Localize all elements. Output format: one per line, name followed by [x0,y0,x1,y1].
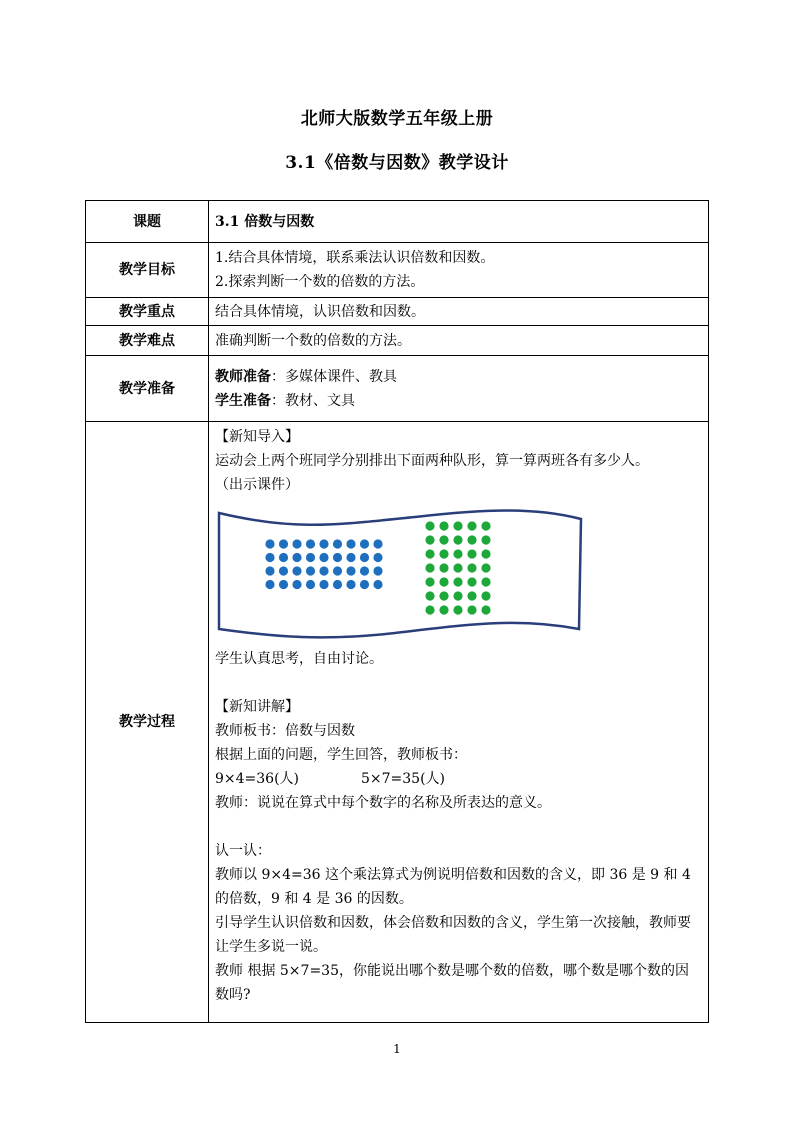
prep-cell [209,356,709,422]
topic-label: 课题 [86,201,209,243]
blue-dot [373,553,382,562]
green-dot [467,535,476,544]
blue-dot [319,566,328,575]
green-dot [439,591,448,600]
focus-value: 结合具体情境，认识倍数和因数。 [209,298,709,326]
topic-value: 3.1 倍数与因数 [209,201,709,243]
learn-paragraph-2: 引导学生认识倍数和因数，体会倍数和因数的含义，学生第一次接触，教师要让学生多说一说。 [215,915,691,955]
green-dot [467,549,476,558]
difficulty-value: 准确判断一个数的倍数的方法。 [209,326,709,356]
process-cell [209,422,709,1023]
green-dot [425,577,434,586]
green-dot [453,591,462,600]
lesson-plan-table [85,200,709,1023]
goals-label: 教学目标 [86,243,209,298]
blue-dot [292,580,301,589]
blue-dot [279,539,288,548]
row-topic [86,201,709,243]
blue-dot [265,566,274,575]
explain-heading: 【新知讲解】 [215,699,299,715]
process-label: 教学过程 [86,422,209,1023]
blue-dot [265,539,274,548]
equation-2: 5×7=35(人) [361,771,446,787]
spacer [215,815,702,839]
formation-illustration [215,503,585,643]
document-title: 北师大版数学五年级上册 [300,109,494,129]
blue-dot [319,553,328,562]
blue-dot [279,553,288,562]
goal-item: 2.探索判断一个数的倍数的方法。 [215,274,425,290]
green-dot [439,535,448,544]
intro-note: （出示课件） [215,477,299,493]
green-dot [453,563,462,572]
blue-dot [373,580,382,589]
blue-dot [373,539,382,548]
blue-dot [333,566,342,575]
blue-dot [333,553,342,562]
green-dot [481,591,490,600]
row-goals [86,243,709,298]
green-dot [481,563,490,572]
green-dot [425,521,434,530]
blue-dot [306,566,315,575]
blue-dot [306,580,315,589]
prep-label: 教学准备 [86,356,209,422]
row-prep [86,356,709,422]
green-dot [453,549,462,558]
green-dot [481,521,490,530]
green-dot [467,521,476,530]
board-line: 根据上面的问题，学生回答，教师板书： [215,747,467,763]
prep-teacher-value: ：多媒体课件、教具 [271,368,397,385]
blue-dot [279,566,288,575]
green-dot [481,577,490,586]
equations [215,767,702,791]
blue-dot [346,580,355,589]
green-dot [439,563,448,572]
blue-dot [346,566,355,575]
green-dot [481,535,490,544]
blue-dot [279,580,288,589]
document-subtitle: 3.1《倍数与因数》教学设计 [285,153,509,173]
green-dot [467,605,476,614]
green-dot [453,605,462,614]
blue-dot [265,553,274,562]
prep-student-value: ：教材、文具 [271,392,355,409]
board-title: 教师板书：倍数与因数 [215,723,355,739]
blue-dot [360,539,369,548]
after-figure-text: 学生认真思考，自由讨论。 [215,651,383,667]
blue-dot [346,553,355,562]
green-dot [439,577,448,586]
green-dot [425,605,434,614]
blue-dot [292,553,301,562]
blue-dot [292,539,301,548]
green-dot [425,563,434,572]
blue-dot [333,539,342,548]
green-dot [481,549,490,558]
green-dot [467,577,476,586]
prep-student-label: 学生准备 [215,392,271,409]
blue-dot [306,539,315,548]
green-dot [481,605,490,614]
green-dot [467,563,476,572]
blue-dot [306,553,315,562]
green-dot [425,549,434,558]
green-dot [439,521,448,530]
green-dot [467,591,476,600]
blue-dot [333,580,342,589]
green-dot [439,605,448,614]
goals-cell [209,243,709,298]
row-focus [86,298,709,326]
blue-dot [346,539,355,548]
row-process [86,422,709,1023]
difficulty-label: 教学难点 [86,326,209,356]
focus-label: 教学重点 [86,298,209,326]
equation-1: 9×4=36(人) [215,771,300,787]
prep-teacher-label: 教师准备 [215,368,271,385]
blue-dot [360,553,369,562]
learn-heading: 认一认： [215,843,271,859]
green-dot [453,521,462,530]
green-dot [453,577,462,586]
green-dot [439,549,448,558]
blue-dot [292,566,301,575]
blue-dot [319,539,328,548]
spacer [215,671,702,695]
goal-item: 1.结合具体情境，联系乘法认识倍数和因数。 [215,250,495,266]
blue-dot [360,580,369,589]
learn-paragraph-1: 教师以 9×4=36 这个乘法算式为例说明倍数和因数的含义，即 36 是 9 和 4 的倍数，9 和 4 是 36 的因数。 [215,867,691,907]
green-dot [425,535,434,544]
prep-teacher [215,365,702,389]
blue-dot [373,566,382,575]
blue-dot [319,580,328,589]
row-difficulty [86,326,709,356]
intro-text: 运动会上两个班同学分别排出下面两种队形，算一算两班各有多少人。 [215,453,649,469]
teacher-line: 教师：说说在算式中每个数字的名称及所表达的意义。 [215,795,551,811]
intro-heading: 【新知导入】 [215,429,299,445]
blue-dot [265,580,274,589]
learn-paragraph-3: 教师 根据 5×7=35，你能说出哪个数是哪个数的倍数，哪个数是哪个数的因数吗? [215,963,689,1003]
blue-dot [360,566,369,575]
green-dot [425,591,434,600]
page-number: 1 [393,1042,401,1056]
prep-student [215,389,702,413]
green-dot [453,535,462,544]
